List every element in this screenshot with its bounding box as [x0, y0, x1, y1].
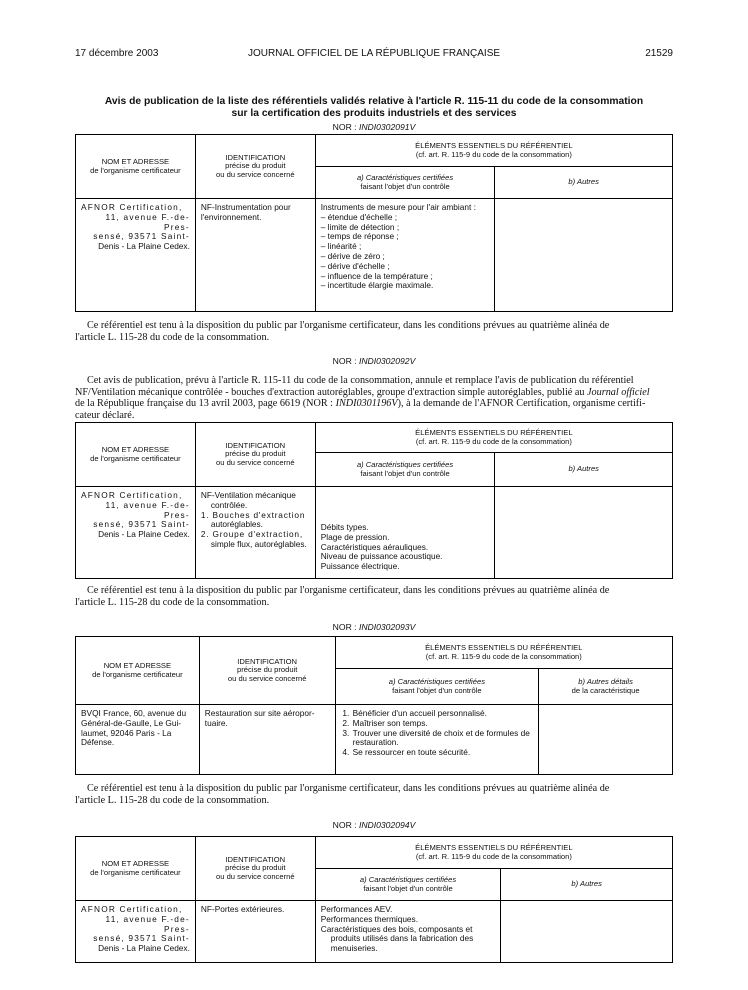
organisme-cell: AFNOR Certification, 11, avenue F.-de-Pres- sensé, 93571 Saint- Denis - La Plaine Cedex.	[76, 487, 196, 579]
nor-code-1: INDI0302091V	[358, 122, 416, 132]
nor-reference-2: NOR : INDI0302092V	[332, 356, 416, 366]
header-page-number: 21529	[645, 48, 673, 59]
nor-reference-3: NOR : INDI0302093V	[332, 622, 416, 632]
list-item: – influence de la température ;	[320, 270, 433, 281]
characteristics-cell: Instruments de mesure pour l'air ambiant : – étendue d'échelle ; – limite de détection ; – temps de réponse ; – linéarité ; – dérive de zéro ; – dérive d'échelle ; – influence de la température ; – incertitude élargie maximale.	[315, 199, 495, 312]
list-item: Caractéristiques aérauliques.	[320, 541, 429, 552]
characteristics-cell	[315, 901, 501, 963]
list-item: Débits types.	[320, 522, 369, 533]
list-item: – dérive de zéro ;	[320, 250, 385, 261]
list-item: – linéarité ;	[320, 241, 362, 252]
col-header-b: b) Autres	[495, 453, 673, 487]
characteristics-cell	[315, 487, 495, 579]
table-row	[76, 487, 673, 579]
organisme-cell: BVQI France, 60, avenue du Général-de-Gaulle, Le Gui- laumet, 92046 Paris - La Défense.	[76, 705, 200, 775]
nor-code-3: INDI0302093V	[358, 622, 416, 632]
col-header-a: a) Caractéristiques certifiées faisant l'objet d'un contrôle	[335, 669, 539, 705]
col-header-a: a) Caractéristiques certifiées faisant l'objet d'un contrôle	[315, 453, 495, 487]
identification-cell: Restauration sur site aéropor- tuaire.	[199, 705, 335, 775]
referential-table-2	[75, 422, 673, 579]
list-item: produits utilisés dans la fabrication des	[330, 933, 474, 944]
header-date: 17 décembre 2003	[75, 48, 159, 59]
organisme-cell: AFNOR Certification, 11, avenue F.-de-Pres- sensé, 93571 Saint- Denis - La Plaine Cedex.	[76, 901, 196, 963]
col-header-identification: IDENTIFICATION précise du produit ou du service concerné	[195, 423, 315, 487]
title-line-2: sur la certification des produits industriels et des services	[231, 108, 517, 119]
intro-paragraph-2: Cet avis de publication, prévu à l'article R. 115-11 du code de la consommation, annule et remplace l'avis de publication du référentiel NF/Ventilation mécanique contrôlée - bouches d'extraction autoréglables, groupe d'extraction simple autoréglables, publié au Journal officiel de la République française du 13 avril 2003, page 6619 (NOR : INDI0301196V), à la demande de l'AFNOR Certification, organisme certifi- cateur déclaré.	[75, 375, 650, 421]
list-item: 4. Se ressourcer en toute sécurité.	[352, 748, 534, 758]
referential-table-3	[75, 636, 673, 775]
others-cell	[501, 901, 673, 963]
list-item: menuiseries.	[330, 943, 378, 954]
page-header	[75, 48, 673, 62]
col-header-elements: ÉLÉMENTS ESSENTIELS DU RÉFÉRENTIEL (cf. art. R. 115-9 du code de la consommation)	[335, 637, 672, 669]
list-item: 1. Bénéficier d'un accueil personnalisé.	[352, 709, 534, 719]
col-header-elements: ÉLÉMENTS ESSENTIELS DU RÉFÉRENTIEL (cf. art. R. 115-9 du code de la consommation)	[315, 837, 672, 869]
col-header-b: b) Autres	[495, 167, 673, 199]
list-item: Caractéristiques des bois, composants et	[320, 923, 473, 934]
disclaimer-2: Ce référentiel est tenu à la disposition du public par l'organisme certificateur, dans les conditions prévues au quatrième alinéa de l'article L. 115-28 du code de la consommation.	[75, 585, 610, 608]
col-header-identification: IDENTIFICATION précise du produit ou du service concerné	[199, 637, 335, 705]
list-item: 3. Trouver une diversité de choix et de formules de restauration.	[352, 729, 534, 749]
referential-table-1	[75, 134, 673, 312]
others-cell	[539, 705, 673, 775]
col-header-organisme: NOM ET ADRESSE de l'organisme certificateur	[76, 423, 196, 487]
col-header-organisme: NOM ET ADRESSE de l'organisme certificateur	[76, 135, 196, 199]
col-header-b-details: b) Autres détails de la caractéristique	[539, 669, 673, 705]
col-header-elements: ÉLÉMENTS ESSENTIELS DU RÉFÉRENTIEL (cf. art. R. 115-9 du code de la consommation)	[315, 423, 672, 453]
nor-code-2: INDI0302092V	[358, 356, 416, 366]
characteristics-cell	[335, 705, 539, 775]
list-item: Puissance électrique.	[320, 561, 400, 572]
identification-cell: NF-Ventilation mécanique contrôlée. 1. Bouches d'extraction autoréglables. 2. Groupe d'extraction, simple flux, autoréglables.	[195, 487, 315, 579]
list-item: Performances AEV.	[320, 904, 393, 914]
list-item: – limite de détection ;	[320, 221, 400, 232]
referential-table-4	[75, 836, 673, 963]
disclaimer-1: Ce référentiel est tenu à la disposition du public par l'organisme certificateur, dans les conditions prévues au quatrième alinéa de l'article L. 115-28 du code de la consommation.	[75, 320, 610, 343]
col-header-a: a) Caractéristiques certifiées faisant l'objet d'un contrôle	[315, 167, 495, 199]
col-header-a: a) Caractéristiques certifiées faisant l'objet d'un contrôle	[315, 869, 501, 901]
list-item: – étendue d'échelle ;	[320, 211, 398, 222]
col-header-identification: IDENTIFICATION précise du produit ou du service concerné	[195, 135, 315, 199]
col-header-organisme: NOM ET ADRESSE de l'organisme certificateur	[76, 837, 196, 901]
disclaimer-3: Ce référentiel est tenu à la disposition du public par l'organisme certificateur, dans les conditions prévues au quatrième alinéa de l'article L. 115-28 du code de la consommation.	[75, 783, 610, 806]
table-row	[76, 199, 673, 312]
title-line-1: Avis de publication de la liste des référentiels validés relative à l'article R. 115-11 du code de la consommation	[104, 96, 644, 107]
list-item: – temps de réponse ;	[320, 231, 399, 242]
list-item: – incertitude élargie maximale.	[320, 280, 434, 291]
list-item: – dérive d'échelle ;	[320, 260, 390, 271]
organisme-cell: AFNOR Certification, 11, avenue F.-de-Pres- sensé, 93571 Saint- Denis - La Plaine Cedex.	[76, 199, 196, 312]
identification-cell: NF-Portes extérieures.	[195, 901, 315, 963]
nor-reference-1: NOR : INDI0302091V	[332, 122, 416, 132]
others-cell	[495, 487, 673, 579]
list-item: Plage de pression.	[320, 531, 390, 542]
document-title	[75, 96, 673, 120]
identification-cell: NF-Instrumentation pour l'environnement.	[195, 199, 315, 312]
others-cell	[495, 199, 673, 312]
table-row	[76, 705, 673, 775]
header-journal-title: JOURNAL OFFICIEL DE LA RÉPUBLIQUE FRANÇAISE	[247, 48, 501, 59]
col-header-organisme: NOM ET ADRESSE de l'organisme certificateur	[76, 637, 200, 705]
col-header-b: b) Autres	[501, 869, 673, 901]
col-header-identification: IDENTIFICATION précise du produit ou du service concerné	[195, 837, 315, 901]
nor-code-4: INDI0302094V	[358, 820, 416, 830]
list-item: 2. Maîtriser son temps.	[352, 719, 534, 729]
table-row	[76, 901, 673, 963]
nor-reference-4: NOR : INDI0302094V	[332, 820, 416, 830]
col-header-elements: ÉLÉMENTS ESSENTIELS DU RÉFÉRENTIEL (cf. art. R. 115-9 du code de la consommation)	[315, 135, 672, 167]
list-item: Niveau de puissance acoustique.	[320, 551, 443, 562]
list-item: Performances thermiques.	[320, 913, 419, 924]
